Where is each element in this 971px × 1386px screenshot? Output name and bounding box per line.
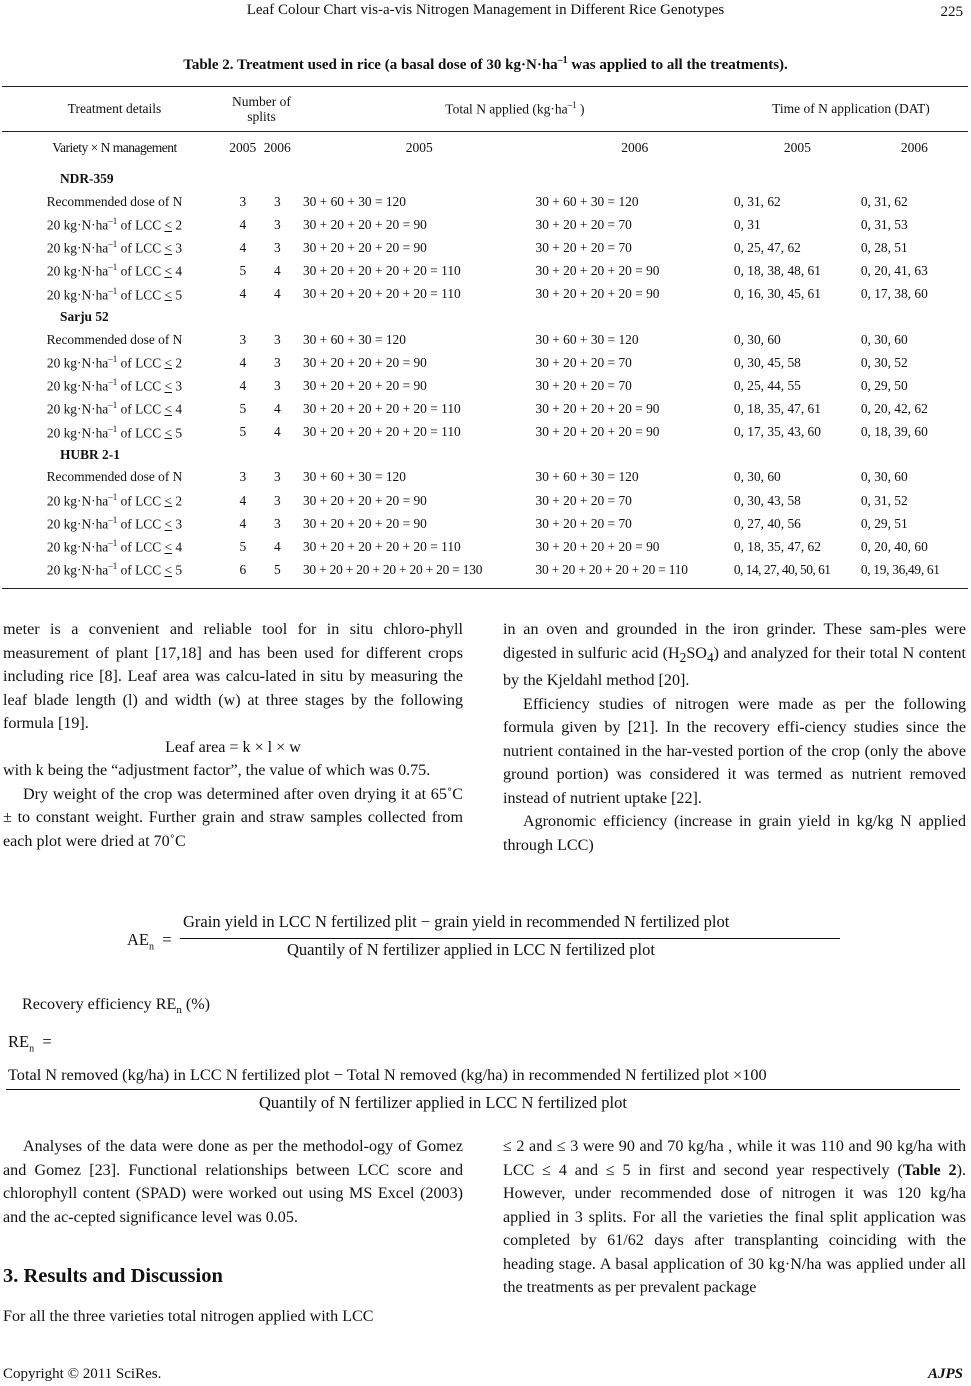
table-cell: 30 + 20 + 20 + 20 = 90 bbox=[302, 515, 427, 531]
table-cell: 0, 30, 45, 58 bbox=[733, 354, 801, 370]
table-row bbox=[2, 213, 968, 236]
empty-cell bbox=[259, 444, 296, 466]
table-cell: 30 + 20 + 20 + 20 = 90 bbox=[535, 286, 660, 302]
empty-cell bbox=[734, 306, 861, 328]
empty-cell bbox=[734, 168, 861, 190]
table-cell: 30 + 20 + 20 + 20 = 90 bbox=[302, 377, 427, 393]
empty-cell bbox=[861, 168, 968, 190]
table-cell: 5 bbox=[273, 562, 281, 578]
table-cell: 30 + 60 + 30 = 120 bbox=[535, 469, 639, 485]
table-cell: 30 + 20 + 20 + 20 = 90 bbox=[535, 263, 660, 279]
table-cell: 3 bbox=[239, 331, 247, 347]
table-cell: 0, 16, 30, 45, 61 bbox=[733, 286, 821, 302]
table-row bbox=[2, 260, 968, 283]
table-cell: 4 bbox=[273, 539, 281, 555]
recovery-efficiency-text: Recovery efficiency $RE_n$ (%) bbox=[22, 996, 210, 1017]
table-cell: 30 + 20 + 20 + 20 + 20 = 110 bbox=[302, 424, 461, 440]
table-cell: 0, 20, 42, 62 bbox=[860, 401, 928, 417]
table-group-row bbox=[2, 444, 968, 466]
table-cell: 0, 18, 39, 60 bbox=[860, 424, 928, 440]
table-cell: 0, 14, 27, 40, 50, 61 bbox=[733, 562, 831, 578]
paragraph: with k being the “adjustment factor”, the value of which was 0.75. bbox=[3, 762, 431, 779]
table-caption bbox=[0, 55, 971, 74]
empty-cell bbox=[296, 306, 536, 328]
empty-cell bbox=[734, 444, 861, 466]
table-cell: 3 bbox=[273, 216, 281, 232]
empty-cell bbox=[227, 444, 259, 466]
table-cell: 0, 31, 62 bbox=[860, 193, 908, 209]
empty-cell bbox=[227, 306, 259, 328]
table-cell: 5 bbox=[239, 401, 247, 417]
table-cell: 3 bbox=[273, 377, 281, 393]
table-cell: 4 bbox=[239, 286, 247, 302]
table-cell: 4 bbox=[273, 263, 281, 279]
table-row bbox=[2, 466, 968, 489]
table-group-row bbox=[2, 168, 968, 190]
table-cell: 0, 18, 35, 47, 61 bbox=[733, 401, 821, 417]
table-cell: 0, 30, 60 bbox=[733, 469, 781, 485]
table-cell: 4 bbox=[239, 492, 247, 508]
empty-cell bbox=[861, 444, 968, 466]
table-cell: 0, 18, 35, 47, 62 bbox=[733, 539, 821, 555]
table-cell: 0, 30, 60 bbox=[860, 331, 908, 347]
empty-cell bbox=[861, 306, 968, 328]
table-cell: 4 bbox=[273, 401, 281, 417]
variety-name: HUBR 2-1 bbox=[60, 446, 120, 462]
table-row bbox=[2, 190, 968, 213]
re-numerator: Total N removed (kg/ha) in LCC N fertilized plot − Total N removed (kg/ha) in recommended N fertilized plot ×100 bbox=[8, 1065, 767, 1084]
table-caption-text: Table 2. Treatment used in rice (a basal dose of 30 $kg\cdot N\cdot ha^{-1}$ was applied to all the treatments). bbox=[183, 55, 788, 73]
right-column-bottom bbox=[503, 1135, 966, 1300]
table-cell: 0, 29, 51 bbox=[860, 515, 908, 531]
table-cell: 3 bbox=[273, 331, 281, 347]
table-cell: 3 bbox=[273, 469, 281, 485]
table-cell: 30 + 20 + 20 + 20 + 20 = 110 bbox=[302, 401, 461, 417]
table-row bbox=[2, 398, 968, 421]
table-cell: 20 $kg\cdot N\cdot ha^{-1}$ of LCC < 2 bbox=[46, 353, 183, 371]
table-cell: 20 $kg\cdot N\cdot ha^{-1}$ of LCC < 5 bbox=[46, 285, 183, 303]
empty-cell bbox=[536, 306, 734, 328]
table-cell: 0, 31, 53 bbox=[860, 216, 908, 232]
column-header: Time of N application (DAT) bbox=[772, 101, 930, 116]
table-cell: 20 $kg\cdot N\cdot ha^{-1}$ of LCC < 2 bbox=[46, 491, 183, 509]
table-cell: 30 + 20 + 20 + 20 = 90 bbox=[535, 401, 660, 417]
ae-numerator: Grain yield in LCC N fertilized plit − grain yield in recommended N fertilized plot bbox=[183, 912, 730, 931]
left-column-bottom bbox=[3, 1135, 463, 1229]
table-cell: 20 $kg\cdot N\cdot ha^{-1}$ of LCC < 4 bbox=[46, 262, 183, 279]
table-cell: 30 + 60 + 30 = 120 bbox=[302, 469, 406, 485]
table-cell: 5 bbox=[239, 424, 247, 440]
column-header: Total N applied ($kg\cdot ha^{-1}$ ) bbox=[445, 100, 585, 117]
table-cell: 5 bbox=[239, 263, 247, 279]
table-cell: 30 + 20 + 20 + 20 + 20 = 110 bbox=[302, 286, 461, 302]
table-cell: 0, 31, 62 bbox=[733, 193, 781, 209]
table-cell: 0, 29, 50 bbox=[860, 377, 908, 393]
paragraph: meter is a convenient and reliable tool for in situ chloro-phyll measurement of plant [17,18] and has been used for different crops including rice [8]. Leaf area was calcu-lated in situ by measuring the leaf blade length (l) and width (w) at three stages by the following formula [19]. bbox=[3, 621, 463, 732]
table-cell: 3 bbox=[273, 239, 281, 255]
table-row bbox=[2, 351, 968, 374]
table-cell: Recommended dose of N bbox=[46, 469, 183, 485]
empty-cell bbox=[227, 168, 259, 190]
table-cell: 30 + 20 + 20 = 70 bbox=[535, 492, 632, 508]
paragraph: For all the three varieties total nitrogen applied with LCC bbox=[3, 1308, 374, 1325]
table-cell: 0, 25, 44, 55 bbox=[733, 377, 801, 393]
table-subheader-row bbox=[2, 128, 968, 168]
table-cell: 30 + 20 + 20 + 20 + 20 = 110 bbox=[302, 539, 461, 555]
column-subheader: 2006 bbox=[621, 140, 649, 155]
table-cell: Recommended dose of N bbox=[46, 193, 183, 209]
column-subheader: Variety × N management bbox=[52, 140, 177, 155]
copyright: Copyright © 2011 SciRes. bbox=[3, 1366, 162, 1382]
table-row bbox=[2, 236, 968, 259]
table-cell: 0, 28, 51 bbox=[860, 239, 908, 255]
fraction-bar bbox=[180, 938, 840, 939]
ae-lhs: $AE_n$ = bbox=[127, 930, 172, 953]
journal-abbrev: AJPS bbox=[927, 1366, 963, 1382]
empty-cell bbox=[296, 444, 536, 466]
table-row bbox=[2, 559, 968, 582]
fraction-bar bbox=[6, 1089, 960, 1090]
table-row bbox=[2, 489, 968, 512]
empty-cell bbox=[536, 168, 734, 190]
table-cell: 0, 27, 40, 56 bbox=[733, 515, 801, 531]
table-cell: 0, 20, 41, 63 bbox=[860, 263, 928, 279]
agronomic-efficiency-formula bbox=[0, 910, 971, 970]
table-cell: 30 + 20 + 20 + 20 = 90 bbox=[535, 539, 660, 555]
table-cell: 30 + 20 + 20 = 70 bbox=[535, 377, 632, 393]
variety-name: Sarju 52 bbox=[60, 308, 109, 324]
table-cell: 30 + 20 + 20 + 20 = 90 bbox=[302, 239, 427, 255]
table-cell: 20 $kg\cdot N\cdot ha^{-1}$ of LCC < 3 bbox=[46, 377, 183, 394]
table-cell: 20 $kg\cdot N\cdot ha^{-1}$ of LCC < 3 bbox=[46, 515, 183, 532]
table-cell: 0, 31, 52 bbox=[860, 492, 908, 508]
empty-cell bbox=[259, 168, 296, 190]
table-cell: 20 $kg\cdot N\cdot ha^{-1}$ of LCC < 5 bbox=[46, 561, 183, 578]
table-cell: 0, 19, 36,49, 61 bbox=[860, 562, 940, 578]
re-lhs: $RE_n$ = bbox=[8, 1032, 52, 1055]
table-cell: 30 + 20 + 20 + 20 + 20 = 110 bbox=[535, 562, 688, 578]
table-cell: 30 + 20 + 20 = 70 bbox=[535, 239, 632, 255]
table-row bbox=[2, 328, 968, 351]
paragraph: Dry weight of the crop was determined after oven drying it at 65˚C ± to constant weight. Further grain and straw samples collected from each plot were dried at 70˚C bbox=[3, 785, 463, 850]
leaf-area-formula: Leaf area = k × l × w bbox=[165, 738, 301, 756]
column-header: Number of splits bbox=[232, 94, 291, 124]
table-cell: Recommended dose of N bbox=[46, 331, 183, 347]
re-denominator: Quantily of N fertilizer applied in LCC N fertilized plot bbox=[259, 1093, 627, 1112]
table-cell: 30 + 60 + 30 = 120 bbox=[302, 331, 406, 347]
table-cell: 0, 17, 38, 60 bbox=[860, 286, 928, 302]
running-title: Leaf Colour Chart vis-a-vis Nitrogen Management in Different Rice Genotypes bbox=[246, 2, 725, 18]
table-cell: 30 + 20 + 20 = 70 bbox=[535, 354, 632, 370]
table-row bbox=[2, 535, 968, 558]
paragraph: ≤ 2 and ≤ 3 were 90 and 70 kg/ha , while it was 110 and 90 kg/ha with LCC ≤ 4 and ≤ 5 in first and second year respectively (Table 2). However, under recommended dose of nitrogen it was 120 kg/ha applied in 3 splits. For all the varieties the final split application was completed by 61/62 days after transplanting coinciding with the heading stage. A basal application of 30 kg·N/ha was applied under all the treatments as per prevalent package bbox=[503, 1138, 966, 1296]
table-cell: 20 $kg\cdot N\cdot ha^{-1}$ of LCC < 2 bbox=[46, 216, 183, 233]
column-subheader: 2005 bbox=[405, 140, 433, 155]
column-subheader: 2006 bbox=[900, 140, 928, 155]
variety-name: NDR-359 bbox=[60, 171, 114, 186]
paragraph: Agronomic efficiency (increase in grain yield in kg/kg N applied through LCC) bbox=[503, 813, 966, 854]
running-head bbox=[0, 2, 971, 22]
table-row bbox=[2, 374, 968, 397]
column-subheader: 2005 bbox=[783, 140, 811, 155]
table-header-row bbox=[2, 90, 968, 128]
treatment-table bbox=[2, 90, 968, 582]
table-row bbox=[2, 421, 968, 444]
table-cell: 5 bbox=[239, 539, 247, 555]
table-cell: 3 bbox=[273, 354, 281, 370]
table-cell: 4 bbox=[239, 354, 247, 370]
table-row bbox=[2, 512, 968, 535]
table-cell: 3 bbox=[273, 515, 281, 531]
table-cell: 30 + 20 + 20 + 20 = 90 bbox=[302, 216, 427, 232]
table-row bbox=[2, 283, 968, 306]
table-cell: 30 + 60 + 30 = 120 bbox=[535, 193, 639, 209]
table-cell: 3 bbox=[273, 492, 281, 508]
empty-cell bbox=[259, 306, 296, 328]
table-cell: 0, 25, 47, 62 bbox=[733, 239, 801, 255]
recovery-efficiency-label bbox=[22, 993, 482, 1023]
right-column-top bbox=[503, 618, 966, 857]
table-cell: 0, 30, 52 bbox=[860, 354, 908, 370]
table-cell: 4 bbox=[239, 515, 247, 531]
table-cell: 4 bbox=[239, 239, 247, 255]
recovery-efficiency-formula bbox=[0, 1030, 971, 1120]
table-cell: 0, 30, 43, 58 bbox=[733, 492, 801, 508]
table-cell: 3 bbox=[239, 193, 247, 209]
left-column-top bbox=[3, 618, 463, 853]
table-cell: 30 + 60 + 30 = 120 bbox=[535, 331, 639, 347]
ae-denominator: Quantily of N fertilizer applied in LCC N fertilized plot bbox=[287, 940, 655, 959]
page-number: 225 bbox=[940, 4, 963, 20]
table-cell: 30 + 20 + 20 + 20 + 20 = 110 bbox=[302, 263, 461, 279]
table-cell: 4 bbox=[273, 286, 281, 302]
table-cell: 0, 30, 60 bbox=[733, 331, 781, 347]
column-subheader: 2006 bbox=[263, 140, 291, 155]
table-cell: 30 + 20 + 20 + 20 = 90 bbox=[302, 492, 427, 508]
table-cell: 0, 17, 35, 43, 60 bbox=[733, 424, 821, 440]
table-group-row bbox=[2, 306, 968, 328]
table-cell: 20 $kg\cdot N\cdot ha^{-1}$ of LCC < 3 bbox=[46, 239, 183, 256]
table-cell: 30 + 20 + 20 + 20 + 20 + 20 = 130 bbox=[302, 562, 483, 578]
table-cell: 30 + 20 + 20 = 70 bbox=[535, 515, 632, 531]
table-cell: 4 bbox=[239, 377, 247, 393]
table-cell: 4 bbox=[239, 216, 247, 232]
section-heading: 3. Results and Discussion bbox=[3, 1265, 223, 1287]
table-cell: 3 bbox=[239, 469, 247, 485]
table-cell: 20 $kg\cdot N\cdot ha^{-1}$ of LCC < 5 bbox=[46, 423, 183, 441]
column-header: Treatment details bbox=[67, 101, 162, 116]
table-cell: 0, 20, 40, 60 bbox=[860, 539, 928, 555]
table-cell: 20 $kg\cdot N\cdot ha^{-1}$ of LCC < 4 bbox=[46, 400, 183, 417]
column-subheader: 2005 bbox=[229, 140, 257, 155]
paragraph: Efficiency studies of nitrogen were made as per the following formula given by [21]. In the recovery effi-ciency studies since the nutrient contained in the har-vested portion of the crop (only the above ground portion) was considered it was termed as nutrient removed instead of nutrient uptake [22]. bbox=[503, 695, 966, 807]
table-bottom-rule bbox=[2, 588, 968, 589]
table-cell: 4 bbox=[273, 424, 281, 440]
table-cell: 0, 18, 38, 48, 61 bbox=[733, 263, 821, 279]
table-cell: 30 + 60 + 30 = 120 bbox=[302, 193, 406, 209]
table-cell: 0, 30, 60 bbox=[860, 469, 908, 485]
table-cell: 6 bbox=[239, 562, 247, 578]
table-cell: 30 + 20 + 20 + 20 = 90 bbox=[302, 354, 427, 370]
paragraph: in an oven and grounded in the iron grinder. These sam-ples were digested in sulfuric acid $(H_2SO_4)$ and analyzed for their total N content by the Kjeldahl method [20]. bbox=[503, 621, 966, 690]
table-cell: 30 + 20 + 20 = 70 bbox=[535, 216, 632, 232]
empty-cell bbox=[536, 444, 734, 466]
left-column-end bbox=[3, 1305, 463, 1329]
table-cell: 3 bbox=[273, 193, 281, 209]
empty-cell bbox=[296, 168, 536, 190]
table-top-rule bbox=[2, 86, 968, 87]
table-cell: 30 + 20 + 20 + 20 = 90 bbox=[535, 424, 660, 440]
table-cell: 20 $kg\cdot N\cdot ha^{-1}$ of LCC < 4 bbox=[46, 538, 183, 555]
table-cell: 0, 31 bbox=[733, 216, 761, 232]
paragraph: Analyses of the data were done as per the methodol-ogy of Gomez and Gomez [23]. Functional relationships between LCC score and chlorophyll content (SPAD) were worked out using MS Excel (2003) and the ac-cepted significance level was 0.05. bbox=[3, 1138, 463, 1226]
